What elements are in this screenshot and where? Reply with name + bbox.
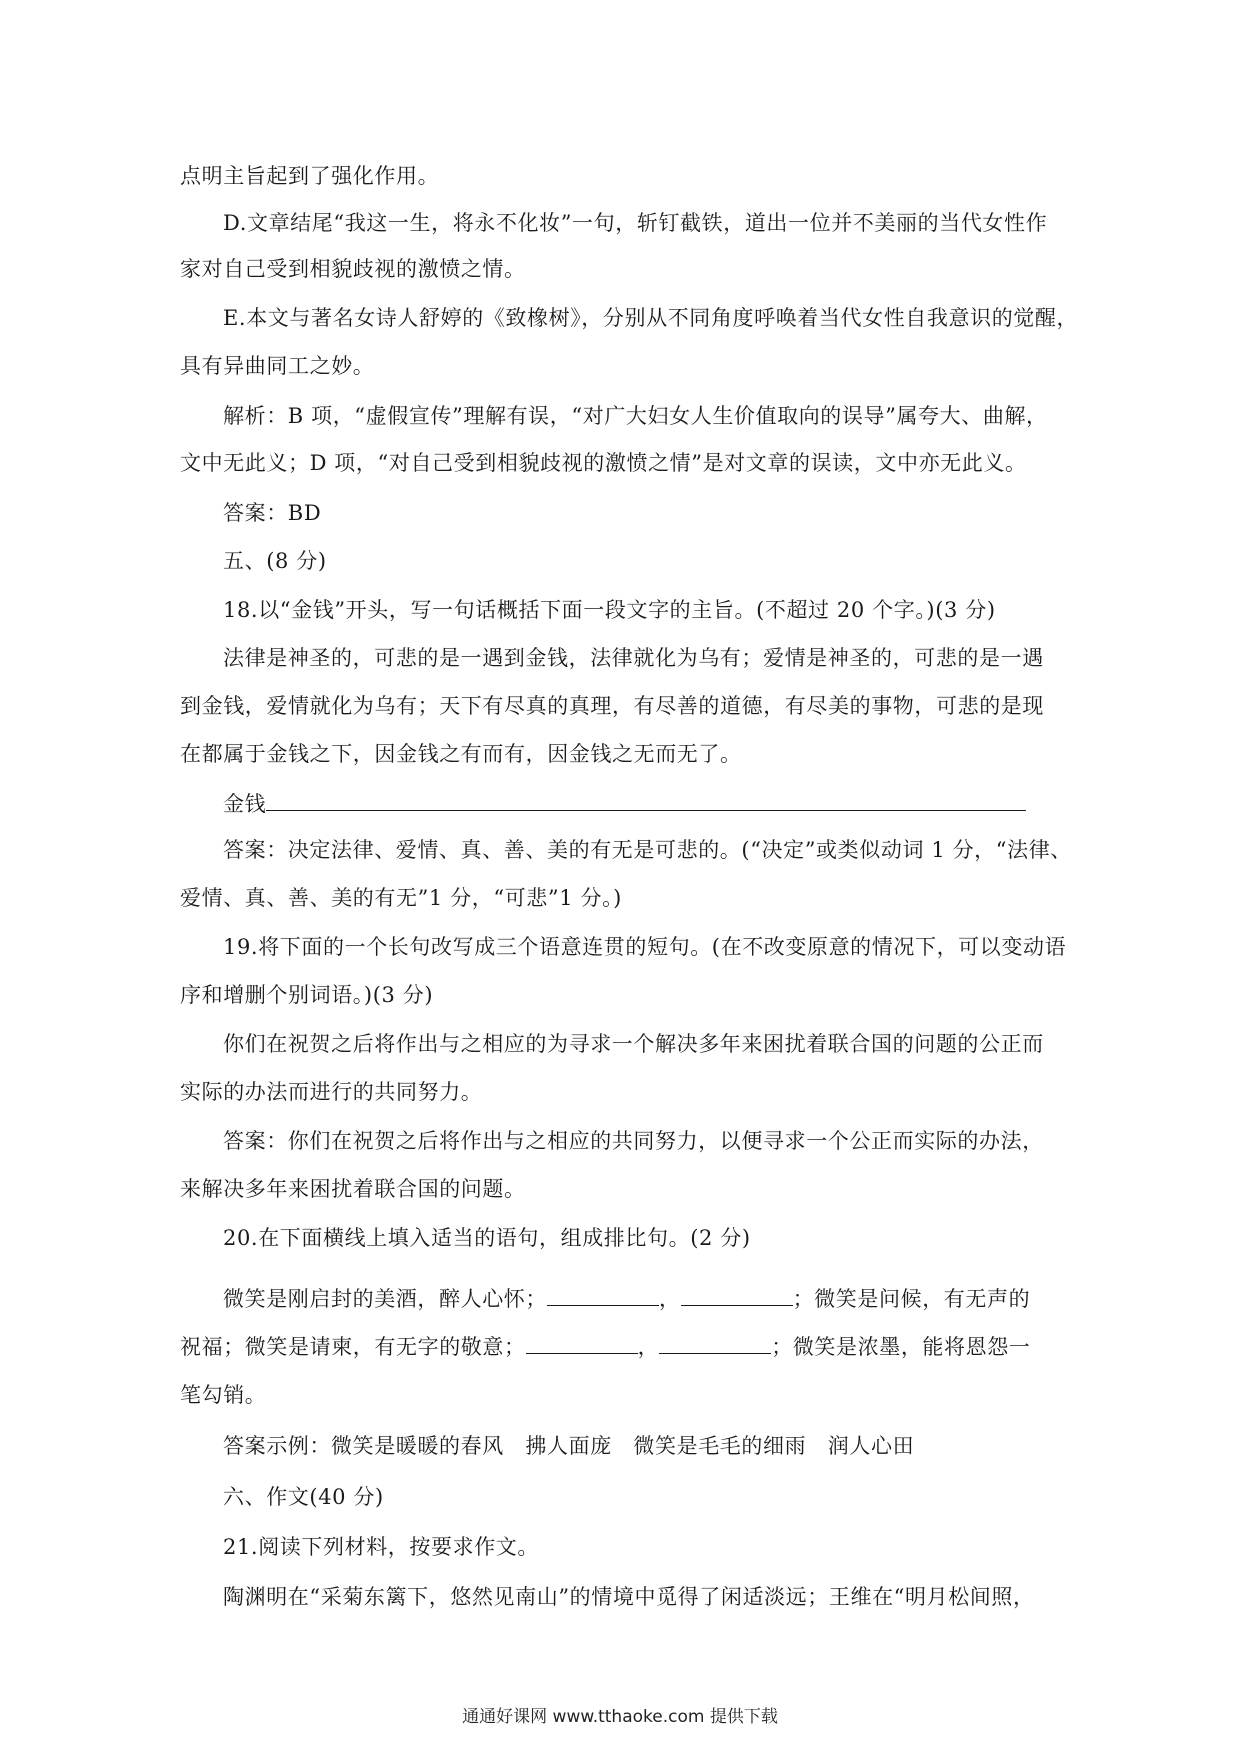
- passage-line: 到金钱，爱情就化为乌有；天下有尽真的真理，有尽善的道德，有尽美的事物，可悲的是现: [180, 694, 1044, 718]
- passage-line: 法律是神圣的，可悲的是一遇到金钱，法律就化为乌有；爱情是神圣的，可悲的是一遇: [223, 646, 1044, 670]
- passage-line: 陶渊明在“采菊东篱下，悠然见南山”的情境中觅得了闲适淡远；王维在“明月松间照，: [223, 1585, 1035, 1609]
- analysis: 解析：B 项，“虚假宣传”理解有误，“对广大妇女人生价值取向的误导”属夸大、曲解，: [223, 404, 1048, 428]
- passage-line: 你们在祝贺之后将作出与之相应的为寻求一个解决多年来困扰着联合国的问题的公正而: [223, 1032, 1044, 1056]
- question-20: 20.在下面横线上填入适当的语句，组成排比句。(2 分): [223, 1226, 751, 1250]
- fill-blank: [526, 1331, 638, 1354]
- text-line: 文中无此义；D 项，“对自己受到相貌歧视的激愤之情”是对文章的误读，文中亦无此义。: [180, 451, 1027, 475]
- passage-line: 实际的办法而进行的共同努力。: [180, 1080, 483, 1104]
- text-line: 序和增删个别词语。)(3 分): [180, 983, 434, 1007]
- option-e: E.本文与著名女诗人舒婷的《致橡树》，分别从不同角度呼唤着当代女性自我意识的觉醒，: [223, 306, 1079, 330]
- answer: 答案：决定法律、爱情、真、善、美的有无是可悲的。(“决定”或类似动词 1 分，“法律、: [223, 838, 1072, 862]
- answer-line: [223, 788, 1060, 818]
- question-19: 19.将下面的一个长句改写成三个语意连贯的短句。(在不改变原意的情况下，可以变动语: [223, 935, 1067, 959]
- fill-blank: [681, 1283, 793, 1306]
- answer: 答案示例：微笑是暖暖的春风 拂人面庞 微笑是毛毛的细雨 润人心田: [223, 1434, 915, 1458]
- q20-line-2: 祝福；微笑是请柬，有无字的敬意； ， ；微笑是浓墨，能将恩怨一: [180, 1331, 1060, 1361]
- fill-blank: [547, 1283, 659, 1306]
- text-line: 笔勾销。: [180, 1383, 267, 1407]
- text-line: 具有异曲同工之妙。: [180, 354, 375, 378]
- text-line: 家对自己受到相貌歧视的激愤之情。: [180, 257, 526, 281]
- passage-line: 在都属于金钱之下，因金钱之有而有，因金钱之无而无了。: [180, 742, 742, 766]
- answer: 答案：BD: [223, 501, 322, 525]
- question-18: 18.以“金钱”开头，写一句话概括下面一段文字的主旨。(不超过 20 个字。)(3 分): [223, 598, 996, 622]
- answer: 答案：你们在祝贺之后将作出与之相应的共同努力，以便寻求一个公正而实际的办法，: [223, 1129, 1044, 1153]
- text-line: 来解决多年来困扰着联合国的问题。: [180, 1177, 526, 1201]
- fill-blank: [659, 1331, 771, 1354]
- footer-text: 通通好课网 www.tthaoke.com 提供下载: [462, 1707, 778, 1727]
- text-line: 点明主旨起到了强化作用。: [180, 164, 440, 188]
- question-21: 21.阅读下列材料，按要求作文。: [223, 1535, 539, 1559]
- text-line: 爱情、真、善、美的有无”1 分，“可悲”1 分。): [180, 886, 622, 910]
- answer-blank: [266, 788, 1026, 811]
- q20-line-1: 微笑是刚启封的美酒，醉人心怀； ， ；微笑是问候，有无声的: [223, 1283, 1060, 1313]
- section-heading: 六、作文(40 分): [223, 1485, 384, 1509]
- option-d: D.文章结尾“我这一生，将永不化妆”一句，斩钉截铁，道出一位并不美丽的当代女性作: [223, 211, 1048, 235]
- answer-prefix: 金钱: [223, 792, 267, 816]
- section-heading: 五、(8 分): [223, 549, 327, 573]
